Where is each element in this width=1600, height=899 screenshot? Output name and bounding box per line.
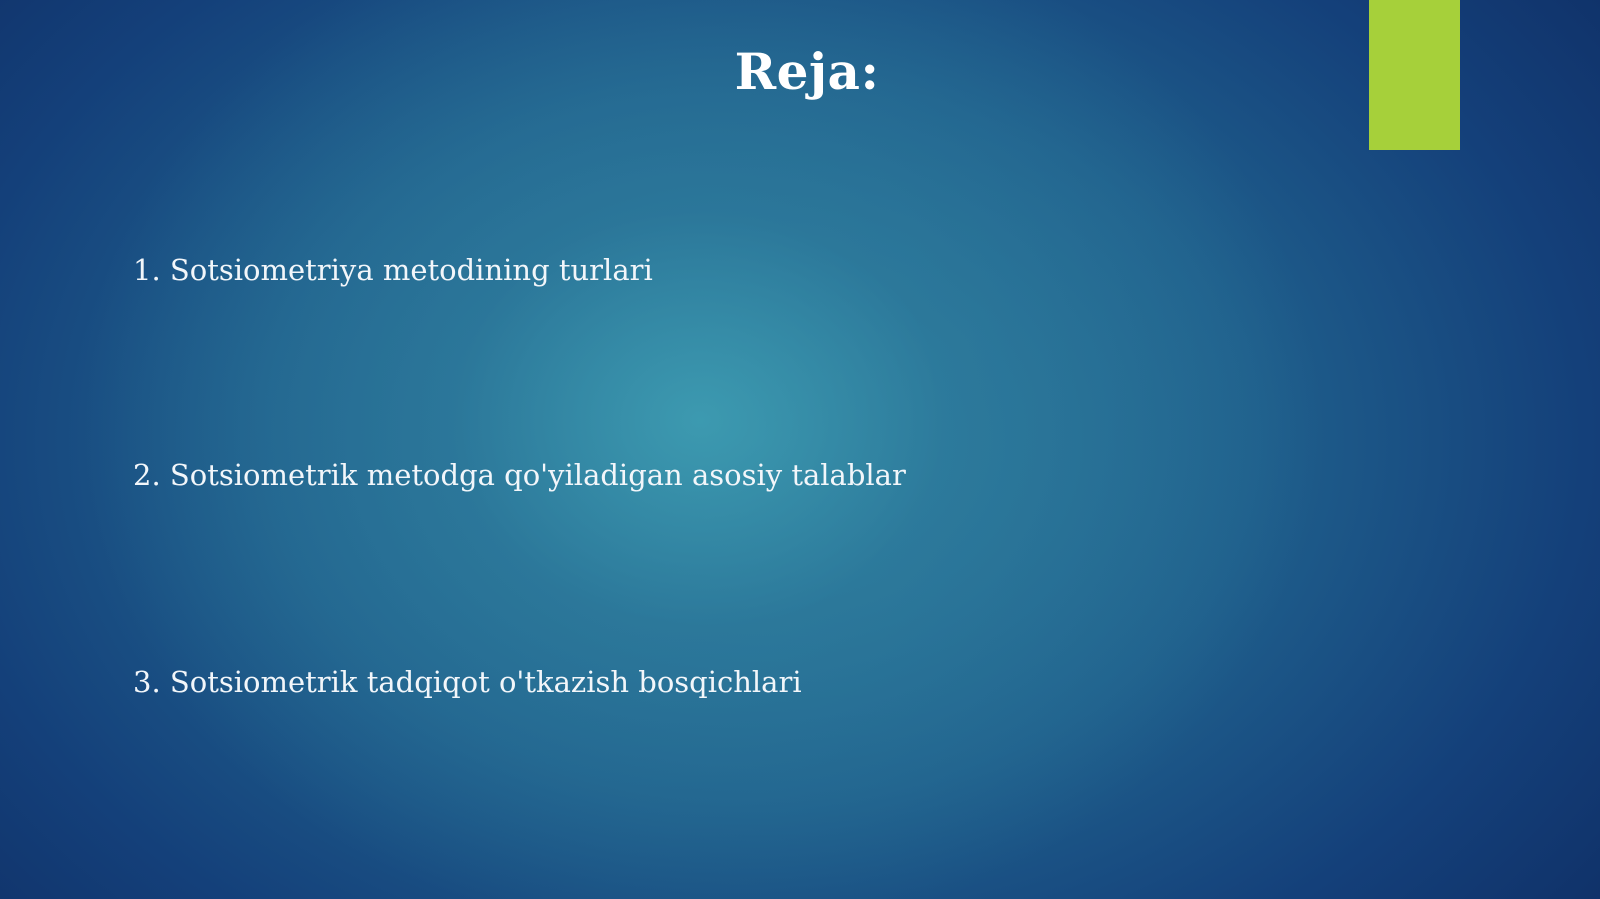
plan-item-3: 3. Sotsiometrik tadqiqot o'tkazish bosqichlari	[133, 665, 802, 699]
plan-item-2: 2. Sotsiometrik metodga qo'yiladigan asosiy talablar	[133, 458, 906, 492]
plan-item-1: 1. Sotsiometriya metodining turlari	[133, 253, 653, 287]
slide-title: Reja:	[734, 42, 880, 101]
